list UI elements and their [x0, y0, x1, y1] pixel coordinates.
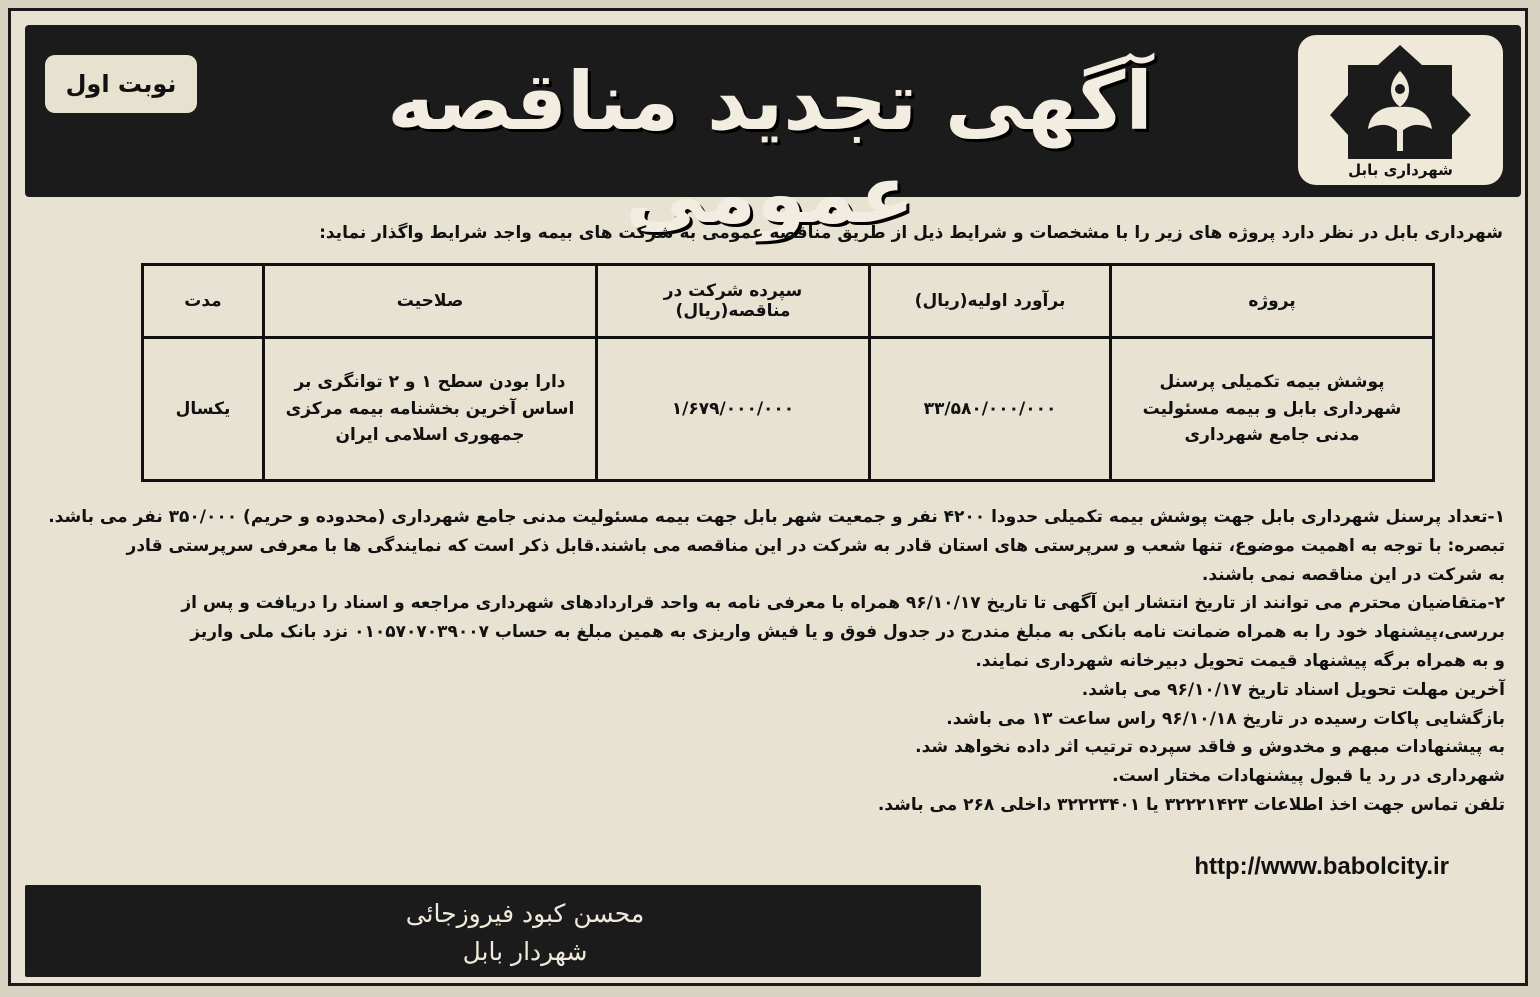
table-row — [143, 338, 1434, 481]
cell-project: پوشش بیمه تکمیلی پرسنل شهرداری بابل و بیمه مسئولیت مدنی جامع شهرداری — [1111, 338, 1434, 481]
body-line: شهرداری در رد یا قبول پیشنهادات مختار است. — [1112, 766, 1505, 787]
signature-block — [25, 885, 981, 977]
cell-qualification: دارا بودن سطح ۱ و ۲ توانگری بر اساس آخرین بخشنامه بیمه مرکزی جمهوری اسلامی ایران — [264, 338, 597, 481]
notice-body — [15, 503, 1505, 820]
table-header-row — [143, 265, 1434, 338]
body-line: و به همراه برگه پیشنهاد قیمت تحویل دبیرخانه شهرداری نمایند. — [975, 650, 1505, 671]
body-line: ۲-متقاضیان محترم می توانند از تاریخ انتشار این آگهی تا تاریخ ۹۶/۱۰/۱۷ همراه با معرفی نامه به واحد قراردادهای شهرداری مراجعه و اسناد را دریافت و پس از — [181, 593, 1505, 614]
body-line: آخرین مهلت تحویل اسناد تاریخ ۹۶/۱۰/۱۷ می باشد. — [1081, 679, 1505, 700]
turn-badge: نوبت اول — [45, 55, 197, 113]
signatory-title: شهردار بابل — [462, 937, 588, 966]
body-line: بازگشایی پاکات رسیده در تاریخ ۹۶/۱۰/۱۸ راس ساعت ۱۳ می باشد. — [946, 708, 1505, 729]
cell-duration: یکسال — [143, 338, 264, 481]
page-title: آگهی تجدید مناقصه عمومی — [387, 55, 1153, 241]
tender-table — [141, 263, 1435, 482]
body-line: تبصره: با توجه به اهمیت موضوع، تنها شعب و سرپرستی های استان قادر به شرکت در این مناقصه می باشند.قابل ذکر است که نمایندگی ها با معرفی سرپرستی قادر — [126, 535, 1505, 556]
logo-text: شهرداری بابل — [1348, 161, 1453, 179]
header-estimate: برآورد اولیه(ریال) — [870, 265, 1111, 338]
header-duration: مدت — [143, 265, 264, 338]
body-line: به شرکت در این مناقصه نمی باشند. — [1201, 564, 1505, 585]
tender-notice — [8, 8, 1528, 986]
body-line: بررسی،پیشنهاد خود را به همراه ضمانت نامه بانکی به مبلغ مندرج در جدول فوق و یا فیش واریزی به همین مبلغ به حساب ۰۱۰۵۷۰۷۰۳۹۰۰۷ نزد بانک ملی واریز — [190, 622, 1505, 643]
body-line: ۱-تعداد پرسنل شهرداری بابل جهت پوشش بیمه تکمیلی حدودا ۴۲۰۰ نفر و جمعیت شهر بابل جهت بیمه مسئولیت مدنی جامع شهرداری (محدوده و حریم) ۳۵۰/۰۰۰ نفر می باشد. — [48, 507, 1505, 527]
website-link[interactable]: http://www.babolcity.ir — [1194, 853, 1449, 880]
cell-deposit: ۱/۶۷۹/۰۰۰/۰۰۰ — [597, 338, 870, 481]
header-project: پروژه — [1111, 265, 1434, 338]
cell-estimate: ۳۳/۵۸۰/۰۰۰/۰۰۰ — [870, 338, 1111, 481]
logo — [1298, 35, 1503, 185]
header-qualification: صلاحیت — [264, 265, 597, 338]
intro-text: شهرداری بابل در نظر دارد پروژه های زیر را با مشخصات و شرایط ذیل از طریق مناقصه عمومی به شرکت های بیمه واجد شرایط واگذار نماید: — [319, 223, 1503, 243]
signatory-name: محسن کبود فیروزجائی — [405, 899, 645, 928]
body-line: تلفن تماس جهت اخذ اطلاعات ۳۲۲۲۱۴۲۳ یا ۳۲۲۲۳۴۰۱ داخلی ۲۶۸ می باشد. — [877, 794, 1505, 815]
body-line: به پیشنهادات مبهم و مخدوش و فاقد سپرده ترتیب اثر داده نخواهد شد. — [915, 737, 1505, 758]
header-deposit: سپرده شرکت در مناقصه(ریال) — [597, 265, 870, 338]
babol-municipality-emblem-icon — [1328, 43, 1473, 161]
